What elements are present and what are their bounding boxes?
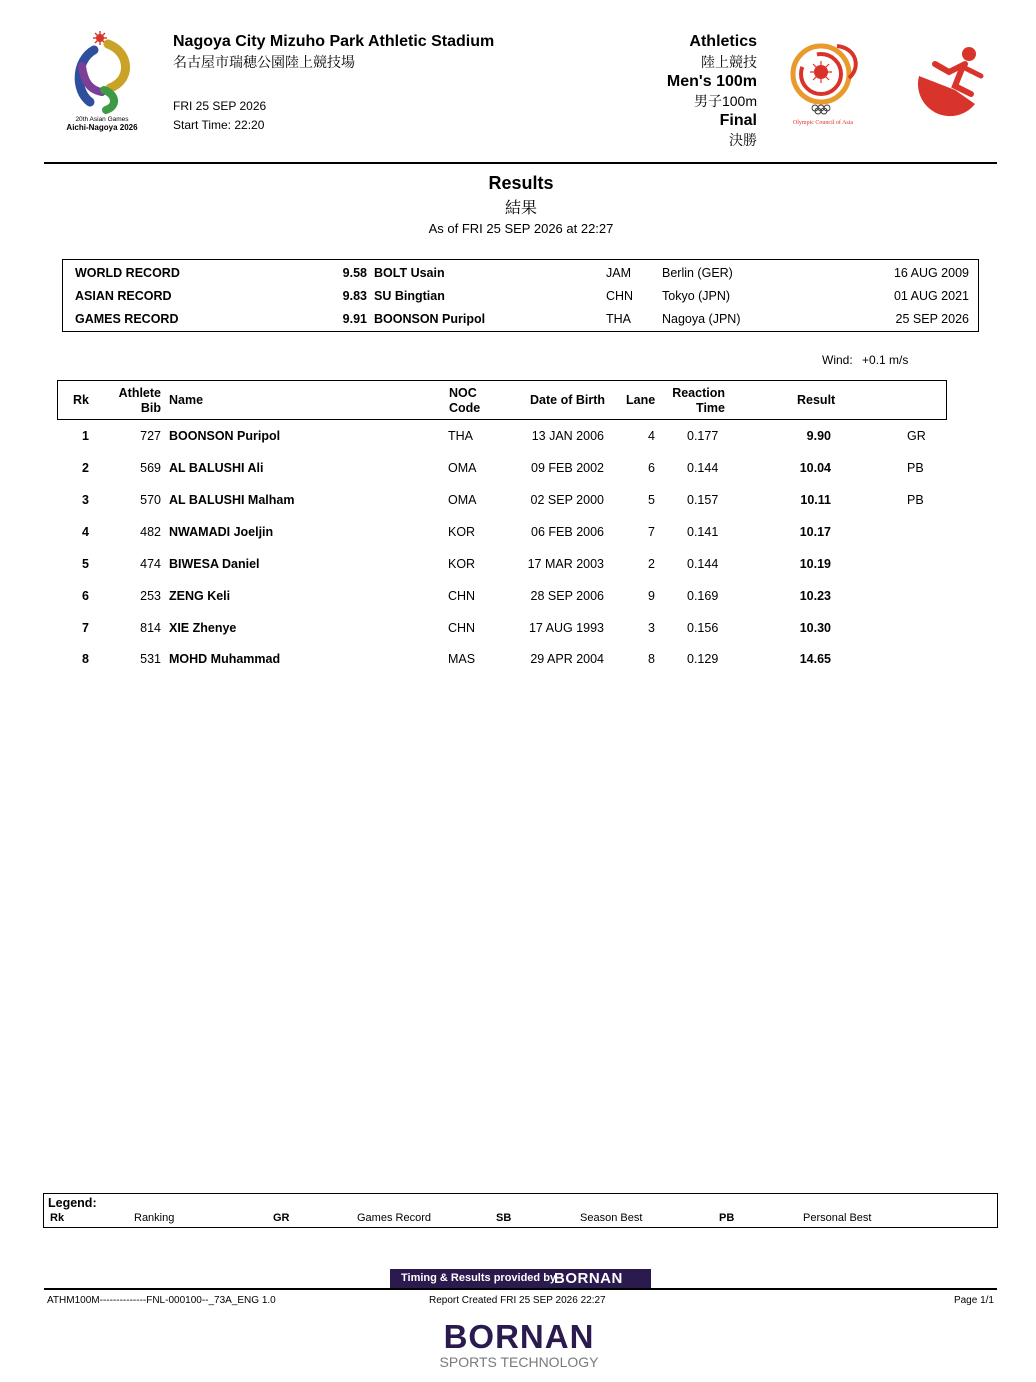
cell-bib: 814 — [140, 621, 161, 635]
record-mark: 9.58 — [342, 266, 367, 280]
cell-result: 10.17 — [799, 525, 831, 539]
timing-provider-banner — [390, 1269, 651, 1289]
table-row — [57, 429, 977, 449]
results-table-header — [57, 380, 947, 420]
cell-result: 9.90 — [806, 429, 831, 443]
cell-lane: 5 — [648, 493, 655, 507]
cell-name: BOONSON Puripol — [169, 429, 281, 443]
legend-box — [43, 1193, 998, 1228]
cell-rank: 6 — [82, 589, 89, 603]
cell-name: XIE Zhenye — [169, 621, 237, 635]
record-mark: 9.91 — [342, 312, 367, 326]
cell-result: 10.23 — [799, 589, 831, 603]
bornan-logo — [428, 1320, 610, 1372]
record-date: 16 AUG 2009 — [893, 266, 969, 280]
wind-value: +0.1 m/s — [862, 353, 909, 367]
legend-desc: Games Record — [357, 1212, 431, 1224]
cell-bib: 253 — [140, 589, 161, 603]
col-lane: Lane — [626, 393, 656, 407]
record-label: WORLD RECORD — [75, 266, 180, 280]
venue-name-ja: 名古屋市瑞穂公園陸上競技場 — [173, 54, 355, 70]
cell-noc: CHN — [448, 621, 476, 635]
wind-reading — [822, 353, 908, 367]
report-code: ATHM100M--------------FNL-000100--_73A_ENG 1.0 — [47, 1295, 276, 1306]
table-row — [57, 525, 977, 545]
col-rt-1: Reaction — [672, 386, 725, 400]
cell-dob: 06 FEB 2006 — [531, 525, 604, 539]
cell-bib: 727 — [140, 429, 161, 443]
cell-dob: 02 SEP 2000 — [530, 493, 604, 507]
wind-label: Wind: — [822, 353, 853, 367]
cell-noc: MAS — [448, 652, 476, 666]
cell-dob: 09 FEB 2002 — [531, 461, 604, 475]
legend-code: SB — [496, 1212, 512, 1224]
cell-name: AL BALUSHI Ali — [169, 461, 264, 475]
cell-dob: 17 AUG 1993 — [528, 621, 604, 635]
col-name: Name — [169, 393, 204, 407]
cell-dob: 13 JAN 2006 — [531, 429, 604, 443]
cell-result: 10.19 — [799, 557, 831, 571]
cell-name: MOHD Muhammad — [169, 652, 281, 666]
cell-noc: THA — [448, 429, 473, 443]
record-place: Nagoya (JPN) — [662, 312, 741, 326]
cell-rank: 8 — [82, 652, 89, 666]
cell-reaction: 0.156 — [687, 621, 719, 635]
venue-name: Nagoya City Mizuho Park Athletic Stadium — [173, 33, 495, 50]
cell-noc: OMA — [448, 493, 477, 507]
oca-logo-text: Olympic Council of Asia — [792, 120, 854, 126]
cell-note: PB — [907, 493, 924, 507]
event-name: Men's 100m — [666, 73, 757, 90]
col-noc-1: NOC — [449, 386, 477, 400]
record-holder: BOONSON Puripol — [374, 312, 486, 326]
page-number: Page 1/1 — [953, 1295, 994, 1306]
sport-name: Athletics — [689, 33, 757, 50]
record-label: GAMES RECORD — [75, 312, 179, 326]
col-rank: Rk — [73, 393, 89, 407]
cell-name: BIWESA Daniel — [169, 557, 260, 571]
cell-result: 10.11 — [800, 493, 831, 507]
cell-dob: 29 APR 2004 — [530, 652, 604, 666]
cell-name: ZENG Keli — [169, 589, 231, 603]
asian-games-logo — [60, 30, 144, 134]
cell-reaction: 0.141 — [687, 525, 719, 539]
cell-result: 10.04 — [799, 461, 831, 475]
cell-result: 10.30 — [799, 621, 831, 635]
record-noc: THA — [606, 312, 631, 326]
page-title-ja: 結果 — [504, 200, 537, 217]
cell-lane: 6 — [648, 461, 655, 475]
sport-name-ja: 陸上競技 — [701, 54, 757, 70]
report-created: Report Created FRI 25 SEP 2026 22:27 — [429, 1295, 606, 1306]
legend-desc: Personal Best — [803, 1212, 872, 1224]
table-row — [57, 557, 977, 577]
cell-rank: 4 — [82, 525, 89, 539]
cell-bib: 569 — [140, 461, 161, 475]
cell-lane: 9 — [648, 589, 655, 603]
as-of-timestamp: As of FRI 25 SEP 2026 at 22:27 — [428, 221, 614, 236]
cell-note: GR — [907, 429, 926, 443]
cell-lane: 3 — [648, 621, 655, 635]
cell-reaction: 0.144 — [687, 461, 719, 475]
cell-dob: 17 MAR 2003 — [527, 557, 604, 571]
table-row — [57, 589, 977, 609]
cell-bib: 482 — [140, 525, 161, 539]
cell-noc: KOR — [448, 557, 476, 571]
legend-code: PB — [719, 1212, 735, 1224]
record-date: 01 AUG 2021 — [893, 289, 969, 303]
logo-line-2: Aichi-Nagoya 2026 — [66, 123, 138, 132]
oca-logo — [783, 36, 865, 128]
cell-rank: 2 — [82, 461, 89, 475]
cell-lane: 7 — [648, 525, 655, 539]
record-mark: 9.83 — [342, 289, 367, 303]
timing-text: Timing & Results provided by — [401, 1272, 557, 1284]
cell-bib: 570 — [140, 493, 161, 507]
cell-reaction: 0.144 — [687, 557, 719, 571]
header-divider — [44, 162, 997, 164]
record-noc: JAM — [606, 266, 631, 280]
record-date: 25 SEP 2026 — [895, 312, 969, 326]
col-rt-2: Time — [696, 401, 725, 415]
cell-rank: 7 — [82, 621, 89, 635]
record-label: ASIAN RECORD — [75, 289, 172, 303]
records-box — [62, 259, 979, 332]
record-row — [63, 266, 978, 289]
record-noc: CHN — [606, 289, 634, 303]
col-result: Result — [797, 393, 836, 407]
table-row — [57, 652, 977, 672]
cell-lane: 2 — [648, 557, 655, 571]
athletics-pictogram-icon — [915, 42, 987, 122]
cell-dob: 28 SEP 2006 — [530, 589, 604, 603]
cell-lane: 8 — [648, 652, 655, 666]
cell-reaction: 0.169 — [687, 589, 719, 603]
cell-noc: OMA — [448, 461, 477, 475]
cell-noc: KOR — [448, 525, 476, 539]
cell-bib: 474 — [140, 557, 161, 571]
legend-desc: Ranking — [134, 1212, 175, 1224]
cell-rank: 3 — [82, 493, 89, 507]
event-date: FRI 25 SEP 2026 — [173, 99, 267, 113]
logo-line-1: 20th Asian Games — [75, 116, 129, 123]
cell-result: 14.65 — [799, 652, 831, 666]
legend-code: Rk — [50, 1212, 65, 1224]
page-title: Results — [488, 173, 554, 193]
cell-name: AL BALUSHI Malham — [169, 493, 295, 507]
cell-noc: CHN — [448, 589, 476, 603]
event-name-ja: 男子100m — [693, 93, 757, 109]
col-dob: Date of Birth — [530, 393, 605, 407]
table-row — [57, 493, 977, 513]
record-holder: SU Bingtian — [374, 289, 445, 303]
cell-name: NWAMADI Joeljin — [169, 525, 274, 539]
record-place: Tokyo (JPN) — [662, 289, 731, 303]
legend-title: Legend: — [48, 1196, 97, 1210]
record-row — [63, 312, 978, 335]
record-row — [63, 289, 978, 312]
bornan-logo-subtext: SPORTS TECHNOLOGY — [439, 1354, 599, 1370]
col-bib-2: Bib — [140, 401, 161, 415]
col-bib-1: Athlete — [118, 386, 161, 400]
phase-name: Final — [719, 112, 757, 129]
bornan-logo-text: BORNAN — [443, 1318, 595, 1355]
legend-desc: Season Best — [580, 1212, 643, 1224]
col-noc-2: Code — [449, 401, 481, 415]
table-row — [57, 621, 977, 641]
cell-reaction: 0.129 — [687, 652, 719, 666]
cell-reaction: 0.157 — [687, 493, 719, 507]
timing-brand: BORNAN — [554, 1270, 623, 1287]
record-place: Berlin (GER) — [662, 266, 733, 280]
legend-code: GR — [273, 1212, 290, 1224]
record-holder: BOLT Usain — [374, 266, 445, 280]
cell-rank: 5 — [82, 557, 89, 571]
footer-divider — [44, 1288, 997, 1290]
cell-note: PB — [907, 461, 924, 475]
cell-bib: 531 — [140, 652, 161, 666]
cell-rank: 1 — [82, 429, 89, 443]
cell-lane: 4 — [648, 429, 655, 443]
start-time: Start Time: 22:20 — [173, 118, 265, 132]
table-row — [57, 461, 977, 481]
cell-reaction: 0.177 — [687, 429, 719, 443]
phase-name-ja: 決勝 — [729, 132, 757, 148]
